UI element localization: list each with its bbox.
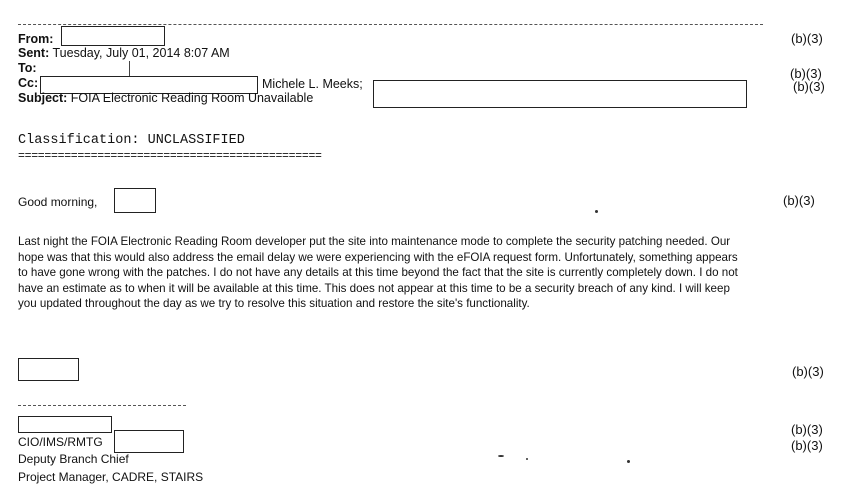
- signature-exemption-1: (b)(3): [791, 422, 823, 437]
- cc-redaction-box-2: [373, 80, 747, 108]
- cc-name: Michele L. Meeks;: [262, 77, 363, 91]
- cc-label: Cc:: [18, 76, 39, 90]
- from-exemption: (b)(3): [791, 31, 823, 46]
- scan-speck: [498, 455, 504, 457]
- scan-speck: [627, 460, 630, 463]
- sent-value: Tuesday, July 01, 2014 8:07 AM: [52, 46, 230, 60]
- from-redaction-box: [61, 26, 165, 46]
- signature-line-2: Deputy Branch Chief: [18, 452, 129, 466]
- top-divider: [18, 24, 763, 25]
- greeting-redaction-box: [114, 188, 156, 213]
- subject-value: FOIA Electronic Reading Room Unavailable: [70, 91, 314, 105]
- scan-speck: [526, 458, 528, 460]
- scan-speck: [595, 210, 598, 213]
- classification-rule: ==============================================: [18, 150, 322, 163]
- to-label: To:: [18, 61, 37, 75]
- signature-line-1: CIO/IMS/RMTG: [18, 435, 103, 449]
- signature-title-redaction-box: [114, 430, 184, 453]
- signature-divider: [18, 405, 186, 406]
- cc-exemption: (b)(3): [793, 79, 825, 94]
- classification-label: Classification: UNCLASSIFIED: [18, 133, 245, 148]
- signature-exemption-2: (b)(3): [791, 438, 823, 453]
- message-body: Last night the FOIA Electronic Reading Room developer put the site into maintenance mode to complete the security patching needed. Our hope was that this would also address the email delay we were experiencing with the eFOIA request form. Unfortunately, something appears to have gone wrong with the patches. I do not have any details at this time beyond the fact that the site is currently completely down. I do not have an estimate as to when it will be available at this time. This does not appear at this time to be a security breach of any kind. I will keep you updated throughout the day as we try to resolve this situation and restore the site's functionality.: [18, 235, 738, 311]
- signoff-redaction-box: [18, 358, 79, 381]
- signoff-exemption: (b)(3): [792, 364, 824, 379]
- subject-line: [18, 91, 313, 105]
- greeting-text: Good morning,: [18, 195, 98, 209]
- from-label: From:: [18, 32, 54, 46]
- subject-label: Subject:: [18, 91, 68, 105]
- sent-line: [18, 46, 230, 60]
- to-redaction-tick: [129, 61, 130, 77]
- to-exemption: (b)(3): [790, 66, 822, 81]
- greeting-exemption: (b)(3): [783, 193, 815, 208]
- signature-name-redaction-box: [18, 416, 112, 433]
- sent-label: Sent:: [18, 46, 50, 60]
- signature-line-3: Project Manager, CADRE, STAIRS: [18, 470, 204, 484]
